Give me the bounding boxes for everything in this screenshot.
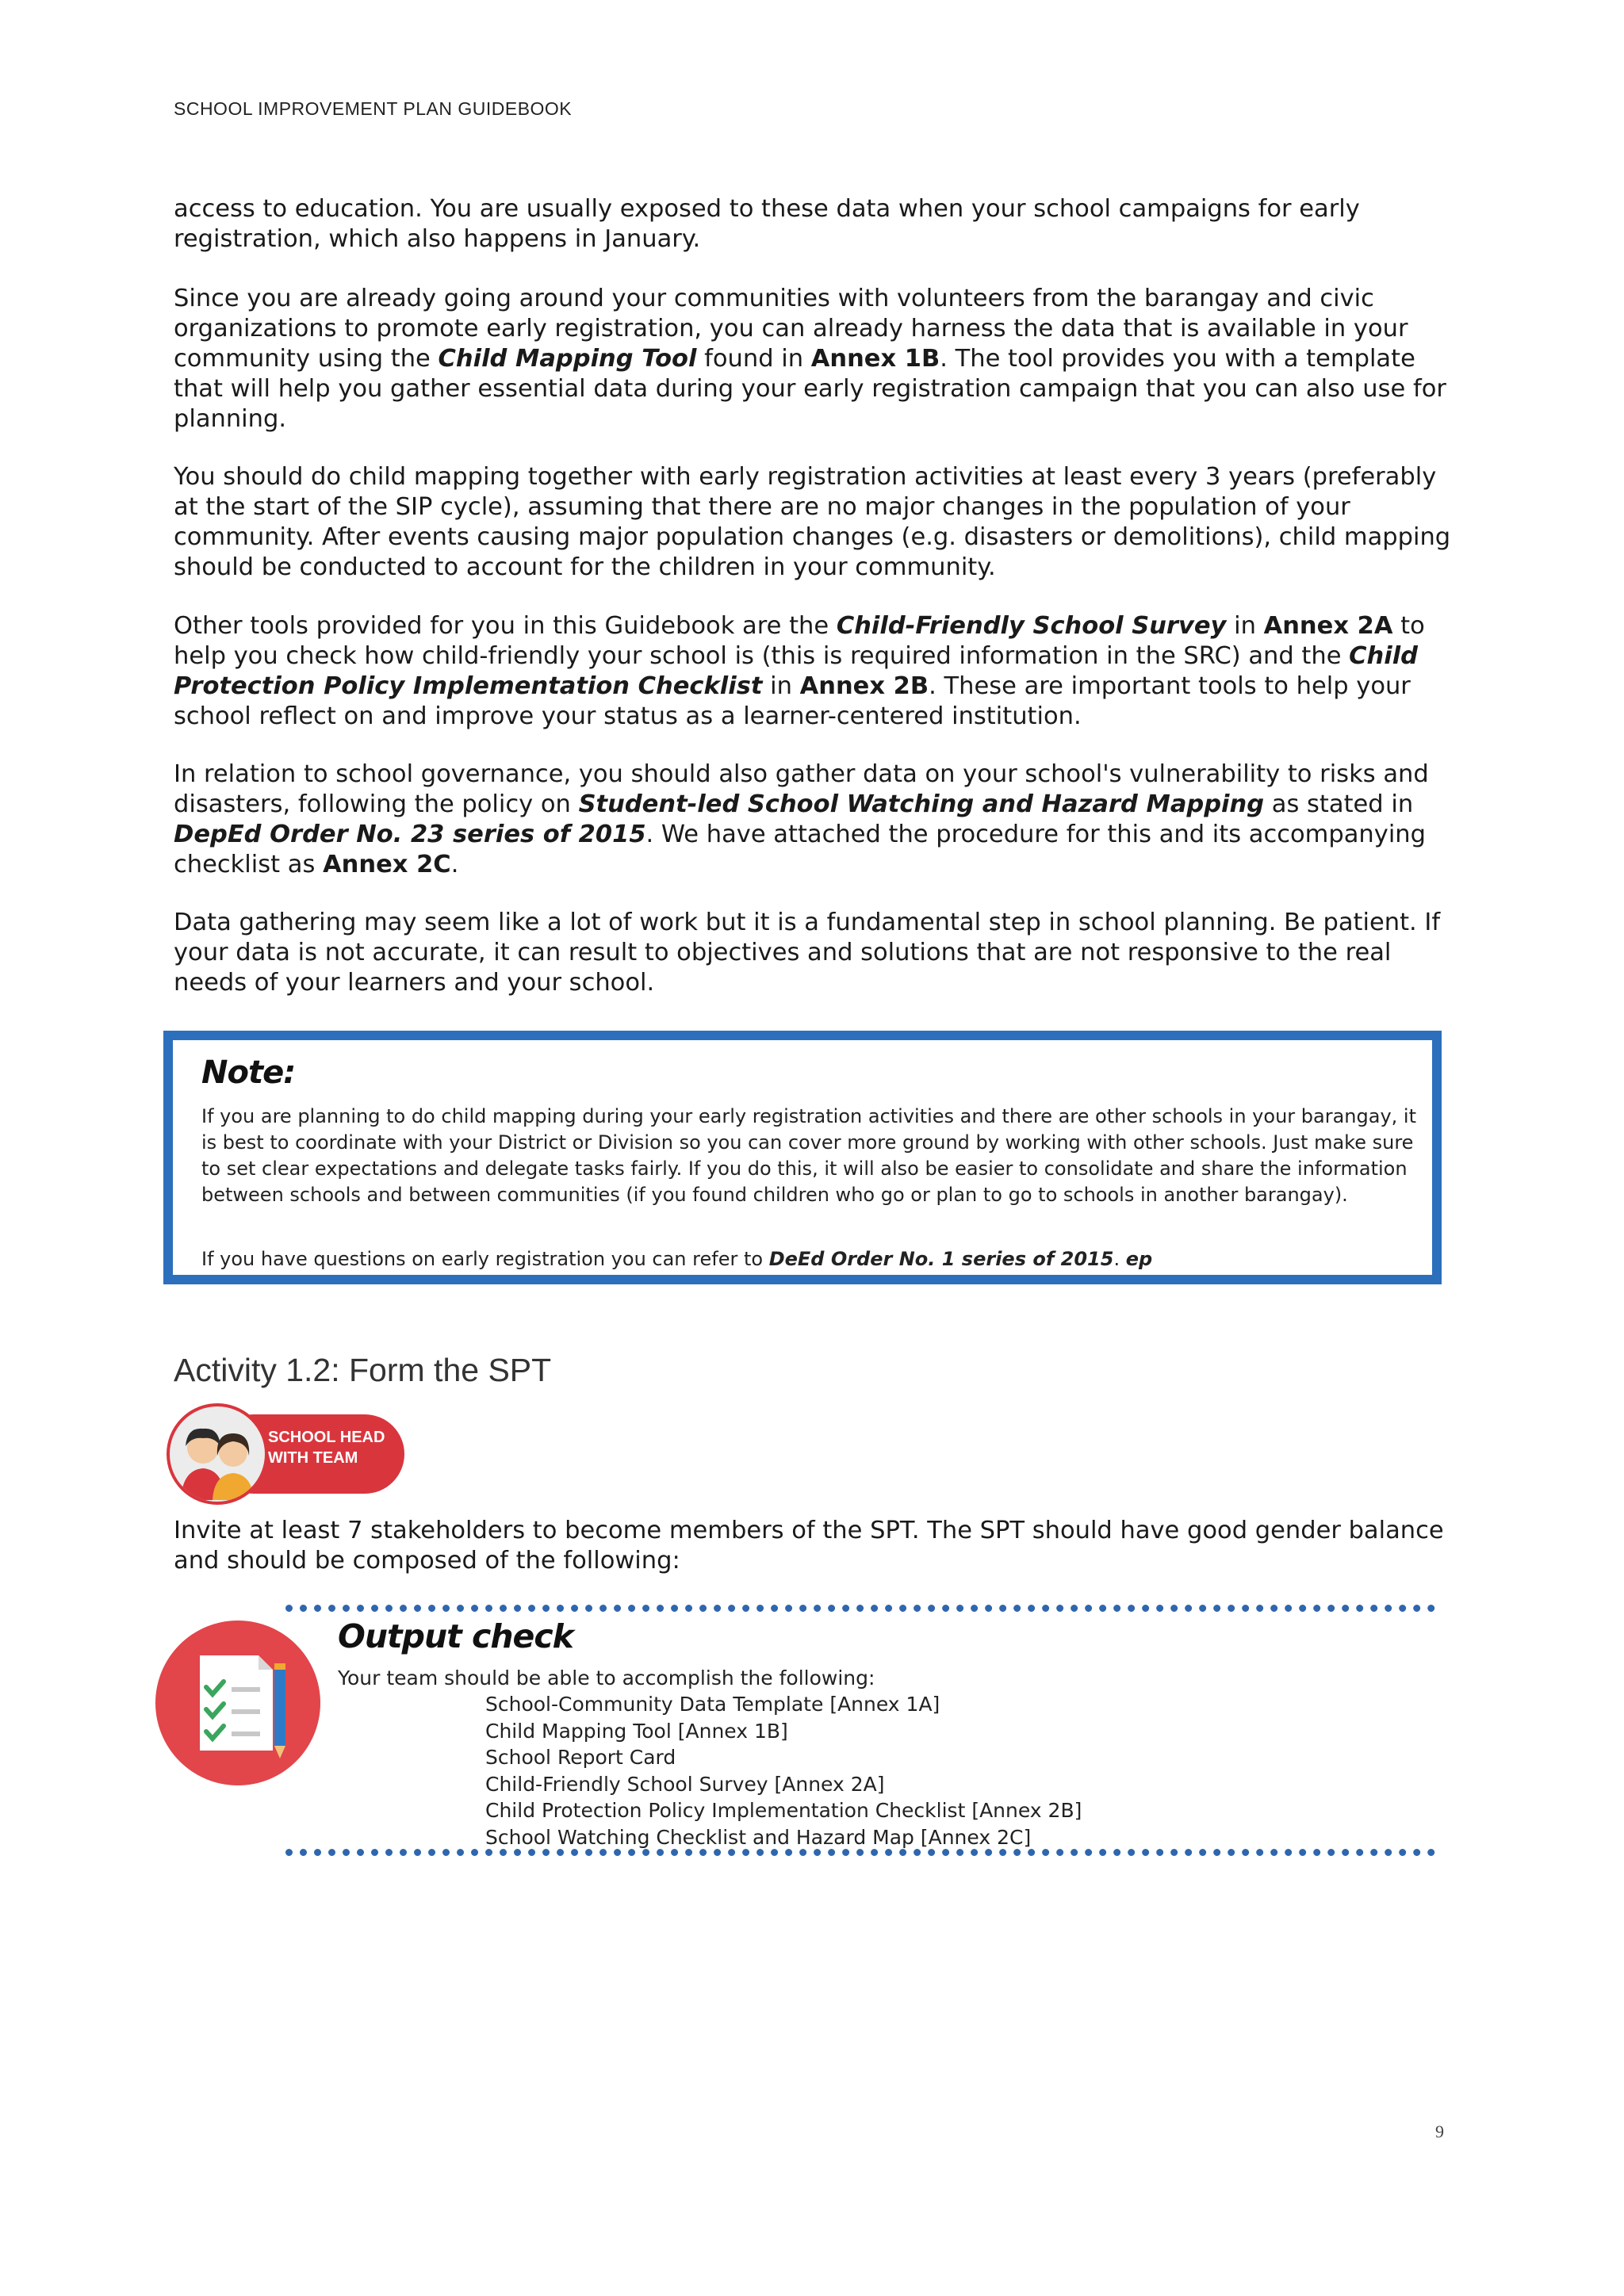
note-body-deped-order xyxy=(201,1246,1423,1272)
note-body: If you are planning to do child mapping during your early registration activities and there are other schools in your barangay, it is best to coordinate with your District or Division so you can cover more ground by working with other schools. Just make sure to set clear expectations and delegate tasks fairly. If you do this, it will also be easier to consolidate and share the information between schools and between communities (if you found children who go or plan to go to schools in another barangay). xyxy=(201,1105,1416,1206)
deped-order-23-ref: DepEd Order No. 23 series of 2015 xyxy=(174,821,646,848)
running-header: SCHOOL IMPROVEMENT PLAN GUIDEBOOK xyxy=(174,98,573,119)
child-mapping-tool-ref: Child Mapping Tool xyxy=(438,345,697,373)
page-number: 9 xyxy=(1435,2122,1444,2141)
child-friendly-survey-ref: Child-Friendly School Survey xyxy=(836,612,1227,640)
paragraph-data-gathering: Data gathering may seem like a lot of work but it is a fundamental step in school planning. Be patient. If your data is not accurate, it can result to objectives and solutions that are not responsive to the real needs of your learners and your school. xyxy=(174,909,1441,997)
badge-line-2: WITH TEAM xyxy=(268,1449,358,1467)
list-item: Child Mapping Tool [Annex 1B] xyxy=(485,1719,788,1743)
text-run-ep: ep xyxy=(1125,1248,1153,1270)
text-run: Since you are already going around your communities with volunteers from the barangay and civic organizations to promote early registration, you can already harness the data that is available in your community using the xyxy=(174,285,1408,373)
checklist-icon xyxy=(154,1619,322,1787)
paragraph-other-tools xyxy=(174,611,1458,732)
badge-line-1: SCHOOL HEAD xyxy=(268,1429,385,1446)
text-run: to help you check how child-friendly your school is (this is required information in the SRC) and the xyxy=(174,612,1425,670)
list-item: Child-Friendly School Survey [Annex 2A] xyxy=(485,1772,885,1796)
list-item: School-Community Data Template [Annex 1A] xyxy=(485,1693,940,1716)
paragraph-child-mapping-tool xyxy=(174,284,1458,434)
school-watching-ref: Student-led School Watching and Hazard Mapping xyxy=(578,790,1265,818)
text-run: . The tool provides you with a template that will help you gather essential data during your early registration campaign that you can also use for planning. xyxy=(174,345,1446,433)
paragraph-school-governance xyxy=(174,760,1458,880)
text-run: . These are important tools to help your school reflect on and improve your status as a learner-centered institution. xyxy=(174,672,1411,730)
note-title: Note: xyxy=(201,1054,296,1091)
text-run: found in xyxy=(696,345,811,373)
note-box xyxy=(163,1031,1442,1284)
paragraph-early-registration: access to education. You are usually exposed to these data when your school campaigns for early registration, which also happens in January. xyxy=(174,195,1360,253)
school-head-with-team-badge xyxy=(167,1403,404,1505)
dotted-divider-bottom xyxy=(285,1849,1435,1856)
text-run: . xyxy=(450,851,459,878)
text-run: If you have questions on early registration you can refer to xyxy=(201,1248,769,1270)
people-icon xyxy=(167,1403,268,1505)
annex-2a-ref: Annex 2A xyxy=(1263,612,1393,640)
badge-label xyxy=(268,1427,403,1468)
output-check-title: Output check xyxy=(338,1617,573,1655)
dotted-divider-top xyxy=(285,1605,1435,1612)
activity-heading: Activity 1.2: Form the SPT xyxy=(174,1352,552,1388)
output-check-box xyxy=(151,1600,1443,1862)
text-run: In relation to school governance, you should also gather data on your school's vulnerability to risks and disasters, following the policy on xyxy=(174,760,1429,818)
text-run: in xyxy=(1226,612,1264,640)
output-check-list xyxy=(485,1691,1082,1850)
annex-2c-ref: Annex 2C xyxy=(323,851,451,878)
text-run: . xyxy=(1113,1248,1126,1270)
paragraph-child-mapping-frequency: You should do child mapping together with early registration activities at least every 3 years (preferably at the start of the SIP cycle), assuming that there are no major changes in the population of your community. After events causing major population changes (e.g. disasters or demolitions), child mapping should be conducted to account for the children in your community. xyxy=(174,463,1451,581)
list-item: Child Protection Policy Implementation Checklist [Annex 2B] xyxy=(485,1799,1082,1822)
text-run: in xyxy=(762,672,800,700)
deped-order-1-ref: DeEd Order No. 1 series of 2015 xyxy=(768,1248,1114,1270)
text-run: . We have attached the procedure for this and its accompanying checklist as xyxy=(174,821,1426,878)
text-run: Other tools provided for you in this Guidebook are the xyxy=(174,612,837,640)
list-item: School Watching Checklist and Hazard Map [Annex 2C] xyxy=(485,1825,1032,1849)
text-run: as stated in xyxy=(1264,790,1414,818)
list-item: School Report Card xyxy=(485,1746,676,1769)
paragraph-invite-stakeholders: Invite at least 7 stakeholders to become members of the SPT. The SPT should have good gender balance and should be composed of the following: xyxy=(174,1517,1444,1575)
output-check-subtitle: Your team should be able to accomplish the following: xyxy=(338,1667,875,1689)
annex-1b-ref: Annex 1B xyxy=(810,345,940,373)
annex-2b-ref: Annex 2B xyxy=(799,672,929,700)
child-protection-checklist-ref: Child Protection Policy Implementation Checklist xyxy=(174,642,1418,700)
